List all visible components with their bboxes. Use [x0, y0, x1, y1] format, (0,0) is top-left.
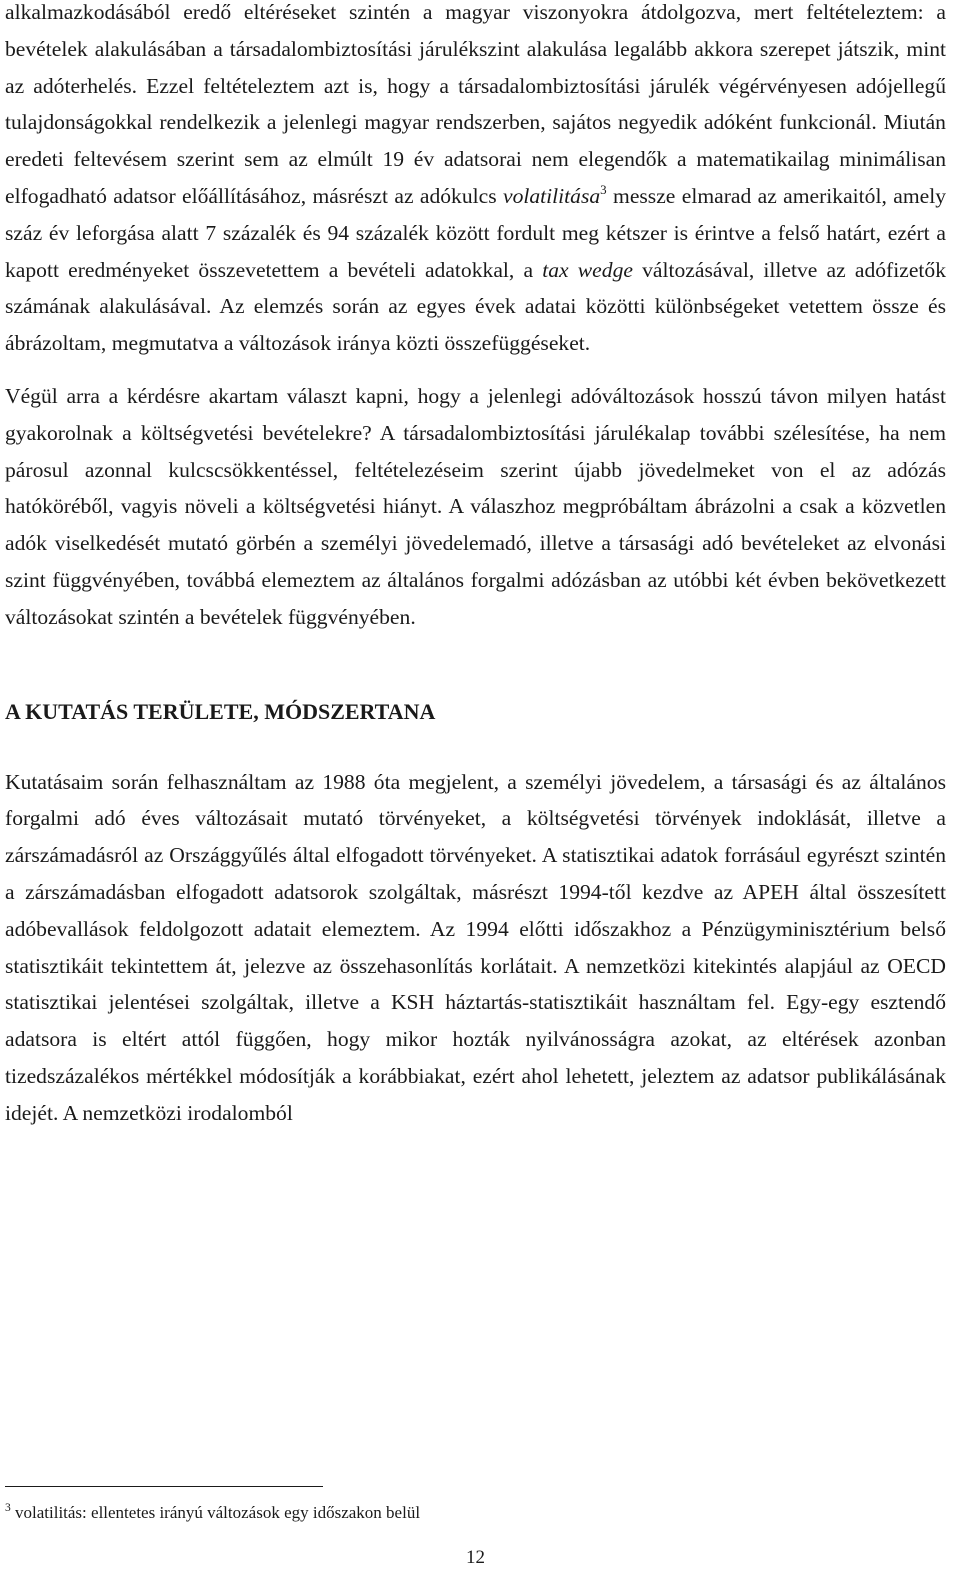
paragraph-1-part1: alkalmazkodásából eredő eltéréseket szintén a magyar viszonyokra átdolgozva, mert feltételeztem: a bevételek alakulásában a társadalombiztosítási járulékszint alakulása legalább akkora szerepet játszik, mint az adóterhelés. Ezzel feltételeztem azt is, hogy a társadalombiztosítási járulék végérvényesen adójellegű tulajdonságokkal rendelkezik a jelenlegi magyar rendszerben, sajátos negyedik adóként funkcionál.: [5, 0, 946, 135]
document-page: [5, 0, 946, 1132]
paragraph-1: [5, 0, 946, 362]
footnote-number: 3: [5, 1502, 11, 1514]
footnote: [5, 1500, 420, 1526]
footnote-reference[interactable]: 3: [600, 181, 607, 197]
paragraph-1-part2-end: változásával, illetve az adófizetők számának alakulásával. Az elemzés során az egyes évek adatai közötti különbségeket vetettem össze és ábrázoltam, megmutatva a változások iránya közti összefüggéseket.: [5, 257, 947, 356]
footnote-text: volatilitás: ellentetes irányú változások egy időszakon belül: [10, 1503, 421, 1522]
italic-term-tax-wedge: tax wedge: [542, 257, 633, 282]
paragraph-3: Kutatásaim során felhasználtam az 1988 óta megjelent, a személyi jövedelem, a társasági és az általános forgalmi adó éves változásait mutató törvényeket, a költségvetési törvények indoklását, illetve a zárszámadásról az Országgyűlés által elfogadott törvényeket. A statisztikai adatok forrásául egyrészt szintén a zárszámadásban elfogadott adatsorok szolgáltak, másrészt 1994-től kezdve az APEH által összesített adóbevallások feldolgozott adatait elemeztem. Az 1994 előtti időszakhoz a Pénzügyminisztérium belső statisztikáit tekintettem át, jelezve az összehasonlítás korlátait. A nemzetközi kitekintés alapjául az OECD statisztikai jelentései szolgáltak, illetve a KSH háztartás-statisztikáit használtam fel. Egy-egy esztendő adatsora is eltért attól függően, hogy mikor hozták nyilvánosságra azokat, az eltérések azonban tizedszázalékos mértékkel módosítják a korábbiakat, ezért ahol lehetett, jeleztem az adatsor publikálásának idejét. A nemzetközi irodalomból: [5, 769, 946, 1125]
footnote-separator: [5, 1486, 323, 1487]
section-heading: A KUTATÁS TERÜLETE, MÓDSZERTANA: [5, 698, 436, 724]
italic-term-volatility: volatilitása: [503, 183, 601, 208]
paragraph-1-part2-start: Miután eredeti feltevésem szerint sem az elmúlt 19 év adatsorai nem elegendők a matematikailag minimálisan elfogadható adatsor előállításához, másrészt az adókulcs: [5, 110, 946, 208]
page-number: 12: [466, 1547, 485, 1568]
paragraph-2: Végül arra a kérdésre akartam választ kapni, hogy a jelenlegi adóváltozások hosszú távon milyen hatást gyakorolnak a költségvetési bevételekre? A társadalombiztosítási járulékalap további szélesítése, ha nem párosul azonnal kulcscsökkentéssel, feltételezéseim szerint újabb jövedelmeket von el az adózás hatóköréből, vagyis növeli a költségvetési hiányt. A válaszhoz megpróbáltam ábrázolni a csak a közvetlen adók viselkedését mutató görbén a személyi jövedelemadó, illetve a társasági adó bevételeket az elvonási szint függvényében, továbbá elemeztem az általános forgalmi adózásban az utóbbi két évben bekövetkezett változásokat szintén a bevételek függvényében.: [5, 383, 946, 629]
paragraph-1-part2-mid: messze elmarad az amerikaitól, amely száz év leforgása alatt 7 százalék és 94 százalék között fordult meg kétszer is érintve a felső határt, ezért a kapott eredményeket összevetettem a bevételi adatokkal, a: [5, 183, 946, 282]
